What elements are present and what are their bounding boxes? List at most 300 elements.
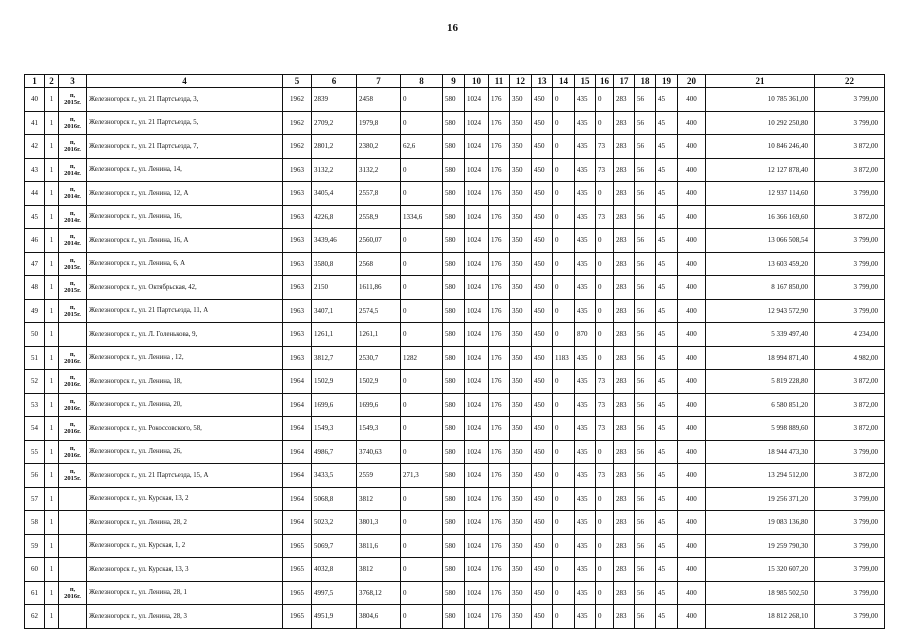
- table-cell-col-18: 56: [635, 511, 656, 535]
- table-cell-col-8: 0: [401, 370, 443, 394]
- table-cell-col-22: 3 799,00: [815, 440, 885, 464]
- table-cell-col-1: 47: [25, 252, 45, 276]
- table-cell-col-2: 1: [45, 229, 59, 253]
- table-cell-col-6: 4226,8: [312, 205, 357, 229]
- table-cell-col-20: 400: [678, 323, 706, 347]
- table-cell-col-16: 0: [596, 534, 614, 558]
- table-cell-col-21: 5 998 889,60: [706, 417, 815, 441]
- table-cell-col-9: 580: [443, 440, 465, 464]
- column-header-15: 15: [575, 75, 596, 88]
- table-cell-col-2: 1: [45, 511, 59, 535]
- table-body: [25, 88, 885, 629]
- table-cell-col-13: 450: [532, 464, 553, 488]
- table-cell-col-13: 450: [532, 229, 553, 253]
- table-cell-col-1: 41: [25, 111, 45, 135]
- table-cell-col-14: 0: [553, 417, 575, 441]
- table-cell-col-9: 580: [443, 464, 465, 488]
- table-cell-col-22: 3 872,00: [815, 135, 885, 159]
- column-header-8: 8: [401, 75, 443, 88]
- column-header-20: 20: [678, 75, 706, 88]
- table-cell-col-1: 53: [25, 393, 45, 417]
- table-cell-col-6: 1261,1: [312, 323, 357, 347]
- table-cell-col-2: 1: [45, 252, 59, 276]
- table-cell-col-7: 2574,5: [357, 299, 401, 323]
- table-cell-col-17: 283: [614, 440, 635, 464]
- table-cell-col-9: 580: [443, 511, 465, 535]
- table-cell-col-6: 4951,9: [312, 605, 357, 629]
- table-cell-col-16: 73: [596, 393, 614, 417]
- table-cell-col-5: 1965: [283, 581, 312, 605]
- table-cell-col-14: 0: [553, 276, 575, 300]
- table-cell-col-11: 176: [489, 252, 510, 276]
- table-cell-col-12: 350: [510, 581, 532, 605]
- table-cell-col-12: 350: [510, 393, 532, 417]
- table-cell-col-5: 1964: [283, 370, 312, 394]
- table-cell-col-11: 176: [489, 370, 510, 394]
- table-cell-col-2: 1: [45, 299, 59, 323]
- table-row: [25, 205, 885, 229]
- table-cell-col-17: 283: [614, 534, 635, 558]
- table-cell-col-19: 45: [656, 417, 678, 441]
- table-cell-col-16: 0: [596, 182, 614, 206]
- table-cell-col-3: п, 2014г.: [59, 182, 87, 206]
- table-cell-col-20: 400: [678, 487, 706, 511]
- table-cell-col-18: 56: [635, 276, 656, 300]
- table-cell-col-14: 0: [553, 581, 575, 605]
- column-header-16: 16: [596, 75, 614, 88]
- table-cell-col-14: 0: [553, 440, 575, 464]
- table-cell-col-19: 45: [656, 276, 678, 300]
- table-cell-col-15: 435: [575, 182, 596, 206]
- table-cell-col-10: 1024: [465, 487, 489, 511]
- table-cell-col-1: 48: [25, 276, 45, 300]
- table-cell-col-21: 18 994 871,40: [706, 346, 815, 370]
- table-cell-col-22: 3 799,00: [815, 605, 885, 629]
- table-cell-col-6: 4997,5: [312, 581, 357, 605]
- table-cell-col-21: 12 127 878,40: [706, 158, 815, 182]
- column-header-12: 12: [510, 75, 532, 88]
- table-cell-col-5: 1963: [283, 229, 312, 253]
- table-cell-col-14: 0: [553, 299, 575, 323]
- table-cell-col-7: 1549,3: [357, 417, 401, 441]
- column-header-4: 4: [87, 75, 283, 88]
- table-cell-col-13: 450: [532, 252, 553, 276]
- table-cell-col-5: 1965: [283, 605, 312, 629]
- column-header-17: 17: [614, 75, 635, 88]
- table-cell-col-14: 0: [553, 370, 575, 394]
- table-cell-col-20: 400: [678, 346, 706, 370]
- table-cell-col-14: 0: [553, 135, 575, 159]
- table-cell-col-20: 400: [678, 558, 706, 582]
- table-cell-col-20: 400: [678, 464, 706, 488]
- table-cell-col-17: 283: [614, 158, 635, 182]
- table-cell-col-19: 45: [656, 346, 678, 370]
- table-cell-col-9: 580: [443, 88, 465, 112]
- table-cell-col-11: 176: [489, 323, 510, 347]
- table-cell-col-18: 56: [635, 605, 656, 629]
- table-cell-col-22: 3 872,00: [815, 464, 885, 488]
- table-row: [25, 370, 885, 394]
- table-cell-col-16: 0: [596, 440, 614, 464]
- table-cell-col-17: 283: [614, 88, 635, 112]
- table-cell-col-18: 56: [635, 158, 656, 182]
- table-row: [25, 346, 885, 370]
- table-cell-col-18: 56: [635, 417, 656, 441]
- table-cell-col-2: 1: [45, 417, 59, 441]
- table-cell-col-8: 0: [401, 88, 443, 112]
- table-cell-col-9: 580: [443, 487, 465, 511]
- table-cell-col-13: 450: [532, 323, 553, 347]
- table-cell-col-1: 56: [25, 464, 45, 488]
- table-cell-col-5: 1964: [283, 464, 312, 488]
- table-cell-col-16: 0: [596, 581, 614, 605]
- table-row: [25, 558, 885, 582]
- table-cell-col-20: 400: [678, 252, 706, 276]
- table-cell-col-7: 3801,3: [357, 511, 401, 535]
- table-cell-col-6: 2150: [312, 276, 357, 300]
- table-cell-col-4: Железногорск г., ул. Рокоссовского, 58,: [87, 417, 283, 441]
- table-cell-col-17: 283: [614, 182, 635, 206]
- table-cell-col-8: 0: [401, 229, 443, 253]
- table-cell-col-19: 45: [656, 182, 678, 206]
- table-cell-col-1: 51: [25, 346, 45, 370]
- table-cell-col-19: 45: [656, 487, 678, 511]
- table-cell-col-21: 19 083 136,80: [706, 511, 815, 535]
- table-cell-col-13: 450: [532, 346, 553, 370]
- table-cell-col-3: п, 2016г.: [59, 393, 87, 417]
- column-header-3: 3: [59, 75, 87, 88]
- table-cell-col-9: 580: [443, 581, 465, 605]
- table-cell-col-7: 1979,8: [357, 111, 401, 135]
- table-cell-col-19: 45: [656, 511, 678, 535]
- column-header-11: 11: [489, 75, 510, 88]
- table-cell-col-22: 3 799,00: [815, 252, 885, 276]
- table-cell-col-4: Железногорск г., ул. Курская, 13, 3: [87, 558, 283, 582]
- table-cell-col-6: 4032,8: [312, 558, 357, 582]
- table-cell-col-8: 0: [401, 417, 443, 441]
- table-cell-col-18: 56: [635, 229, 656, 253]
- table-cell-col-8: 0: [401, 111, 443, 135]
- table-cell-col-5: 1964: [283, 393, 312, 417]
- table-cell-col-9: 580: [443, 158, 465, 182]
- page-number: 16: [447, 22, 458, 34]
- table-cell-col-8: 62,6: [401, 135, 443, 159]
- table-cell-col-14: 0: [553, 464, 575, 488]
- table-cell-col-19: 45: [656, 464, 678, 488]
- table-cell-col-10: 1024: [465, 229, 489, 253]
- table-cell-col-20: 400: [678, 88, 706, 112]
- table-cell-col-20: 400: [678, 299, 706, 323]
- table-cell-col-21: 12 943 572,90: [706, 299, 815, 323]
- table-cell-col-2: 1: [45, 111, 59, 135]
- table-cell-col-10: 1024: [465, 182, 489, 206]
- table-cell-col-21: 10 846 246,40: [706, 135, 815, 159]
- table-cell-col-10: 1024: [465, 205, 489, 229]
- table-cell-col-6: 1699,6: [312, 393, 357, 417]
- table-cell-col-22: 3 872,00: [815, 370, 885, 394]
- table-cell-col-14: 0: [553, 158, 575, 182]
- table-cell-col-8: 0: [401, 534, 443, 558]
- table-cell-col-9: 580: [443, 276, 465, 300]
- table-cell-col-13: 450: [532, 88, 553, 112]
- table-row: [25, 229, 885, 253]
- table-cell-col-7: 2458: [357, 88, 401, 112]
- data-table: [24, 74, 885, 629]
- table-cell-col-11: 176: [489, 276, 510, 300]
- table-cell-col-16: 0: [596, 558, 614, 582]
- table-cell-col-6: 1549,3: [312, 417, 357, 441]
- table-cell-col-8: 1334,6: [401, 205, 443, 229]
- table-cell-col-6: 3132,2: [312, 158, 357, 182]
- table-cell-col-17: 283: [614, 393, 635, 417]
- table-cell-col-9: 580: [443, 534, 465, 558]
- table-cell-col-5: 1963: [283, 276, 312, 300]
- table-cell-col-13: 450: [532, 440, 553, 464]
- table-cell-col-15: 435: [575, 370, 596, 394]
- table-cell-col-20: 400: [678, 111, 706, 135]
- table-cell-col-8: 271,3: [401, 464, 443, 488]
- table-cell-col-21: 10 785 361,00: [706, 88, 815, 112]
- table-cell-col-17: 283: [614, 464, 635, 488]
- table-cell-col-11: 176: [489, 135, 510, 159]
- table-cell-col-16: 0: [596, 346, 614, 370]
- table-cell-col-15: 435: [575, 534, 596, 558]
- table-cell-col-1: 62: [25, 605, 45, 629]
- table-row: [25, 276, 885, 300]
- table-cell-col-15: 435: [575, 276, 596, 300]
- table-cell-col-13: 450: [532, 558, 553, 582]
- table-cell-col-7: 3811,6: [357, 534, 401, 558]
- table-cell-col-3: п, 2014г.: [59, 205, 87, 229]
- table-cell-col-3: п, 2014г.: [59, 229, 87, 253]
- table-cell-col-3: п, 2015г.: [59, 299, 87, 323]
- table-cell-col-16: 0: [596, 323, 614, 347]
- table-cell-col-7: 1261,1: [357, 323, 401, 347]
- table-cell-col-18: 56: [635, 487, 656, 511]
- table-cell-col-15: 435: [575, 558, 596, 582]
- table-cell-col-7: 2530,7: [357, 346, 401, 370]
- table-cell-col-3: п, 2016г.: [59, 440, 87, 464]
- table-cell-col-16: 73: [596, 158, 614, 182]
- table-cell-col-22: 3 799,00: [815, 511, 885, 535]
- table-cell-col-2: 1: [45, 487, 59, 511]
- table-cell-col-17: 283: [614, 252, 635, 276]
- table-cell-col-21: 16 366 169,60: [706, 205, 815, 229]
- table-cell-col-11: 176: [489, 534, 510, 558]
- table-cell-col-10: 1024: [465, 581, 489, 605]
- table-cell-col-16: 0: [596, 605, 614, 629]
- table-row: [25, 135, 885, 159]
- table-cell-col-10: 1024: [465, 135, 489, 159]
- table-cell-col-10: 1024: [465, 440, 489, 464]
- table-cell-col-6: 2801,2: [312, 135, 357, 159]
- table-cell-col-22: 3 872,00: [815, 417, 885, 441]
- table-cell-col-20: 400: [678, 370, 706, 394]
- table-cell-col-17: 283: [614, 370, 635, 394]
- table-cell-col-15: 435: [575, 111, 596, 135]
- table-cell-col-16: 0: [596, 88, 614, 112]
- table-cell-col-4: Железногорск г., ул. Ленина, 28, 1: [87, 581, 283, 605]
- table-cell-col-10: 1024: [465, 370, 489, 394]
- table-cell-col-2: 1: [45, 464, 59, 488]
- table-cell-col-3: п, 2016г.: [59, 135, 87, 159]
- table-cell-col-21: 8 167 850,00: [706, 276, 815, 300]
- table-cell-col-12: 350: [510, 323, 532, 347]
- table-cell-col-8: 1282: [401, 346, 443, 370]
- table-cell-col-12: 350: [510, 370, 532, 394]
- table-cell-col-2: 1: [45, 205, 59, 229]
- table-cell-col-18: 56: [635, 581, 656, 605]
- table-cell-col-5: 1962: [283, 135, 312, 159]
- table-cell-col-5: 1963: [283, 158, 312, 182]
- table-cell-col-20: 400: [678, 135, 706, 159]
- table-cell-col-6: 5069,7: [312, 534, 357, 558]
- table-cell-col-9: 580: [443, 370, 465, 394]
- table-cell-col-12: 350: [510, 417, 532, 441]
- table-cell-col-16: 73: [596, 205, 614, 229]
- table-cell-col-21: 18 944 473,30: [706, 440, 815, 464]
- table-row: [25, 417, 885, 441]
- table-cell-col-4: Железногорск г., ул. Ленина, 26,: [87, 440, 283, 464]
- table-cell-col-8: 0: [401, 511, 443, 535]
- table-cell-col-15: 435: [575, 299, 596, 323]
- table-cell-col-15: 435: [575, 511, 596, 535]
- table-cell-col-8: 0: [401, 605, 443, 629]
- table-cell-col-18: 56: [635, 111, 656, 135]
- table-cell-col-11: 176: [489, 487, 510, 511]
- table-cell-col-1: 61: [25, 581, 45, 605]
- table-cell-col-13: 450: [532, 158, 553, 182]
- table-cell-col-3: [59, 487, 87, 511]
- table-cell-col-21: 13 603 459,20: [706, 252, 815, 276]
- table-cell-col-4: Железногорск г., ул. Ленина, 28, 3: [87, 605, 283, 629]
- table-cell-col-10: 1024: [465, 252, 489, 276]
- table-cell-col-17: 283: [614, 205, 635, 229]
- table-cell-col-2: 1: [45, 393, 59, 417]
- table-cell-col-9: 580: [443, 252, 465, 276]
- table-cell-col-2: 1: [45, 88, 59, 112]
- table-cell-col-15: 870: [575, 323, 596, 347]
- table-cell-col-15: 435: [575, 88, 596, 112]
- table-cell-col-3: п, 2015г.: [59, 252, 87, 276]
- table-cell-col-4: Железногорск г., ул. Ленина, 12, А: [87, 182, 283, 206]
- table-cell-col-13: 450: [532, 605, 553, 629]
- table-cell-col-13: 450: [532, 417, 553, 441]
- table-cell-col-11: 176: [489, 182, 510, 206]
- table-cell-col-13: 450: [532, 511, 553, 535]
- table-cell-col-10: 1024: [465, 605, 489, 629]
- table-cell-col-19: 45: [656, 205, 678, 229]
- table-cell-col-8: 0: [401, 182, 443, 206]
- table-cell-col-7: 1502,9: [357, 370, 401, 394]
- table-cell-col-1: 59: [25, 534, 45, 558]
- table-row: [25, 464, 885, 488]
- table-cell-col-14: 0: [553, 487, 575, 511]
- table-cell-col-6: 2839: [312, 88, 357, 112]
- table-cell-col-19: 45: [656, 252, 678, 276]
- table-cell-col-19: 45: [656, 299, 678, 323]
- table-cell-col-1: 40: [25, 88, 45, 112]
- table-cell-col-4: Железногорск г., ул. Курская, 13, 2: [87, 487, 283, 511]
- table-cell-col-7: 2558,9: [357, 205, 401, 229]
- table-cell-col-3: п, 2016г.: [59, 581, 87, 605]
- table-cell-col-16: 0: [596, 229, 614, 253]
- table-cell-col-7: 1699,6: [357, 393, 401, 417]
- table-cell-col-6: 3433,5: [312, 464, 357, 488]
- table-cell-col-3: [59, 323, 87, 347]
- table-cell-col-17: 283: [614, 487, 635, 511]
- table-cell-col-20: 400: [678, 511, 706, 535]
- column-header-9: 9: [443, 75, 465, 88]
- table-cell-col-20: 400: [678, 158, 706, 182]
- table-cell-col-18: 56: [635, 393, 656, 417]
- table-cell-col-15: 435: [575, 346, 596, 370]
- table-cell-col-2: 1: [45, 158, 59, 182]
- table-cell-col-8: 0: [401, 276, 443, 300]
- table-cell-col-9: 580: [443, 417, 465, 441]
- table-cell-col-19: 45: [656, 534, 678, 558]
- table-cell-col-8: 0: [401, 158, 443, 182]
- table-cell-col-22: 3 872,00: [815, 205, 885, 229]
- table-cell-col-7: 3812: [357, 487, 401, 511]
- table-cell-col-9: 580: [443, 182, 465, 206]
- table-cell-col-18: 56: [635, 299, 656, 323]
- table-cell-col-9: 580: [443, 135, 465, 159]
- column-header-6: 6: [312, 75, 357, 88]
- table-cell-col-3: [59, 605, 87, 629]
- table-cell-col-14: 0: [553, 558, 575, 582]
- table-cell-col-11: 176: [489, 417, 510, 441]
- table-cell-col-12: 350: [510, 158, 532, 182]
- table-cell-col-12: 350: [510, 276, 532, 300]
- table-cell-col-22: 3 799,00: [815, 111, 885, 135]
- table-cell-col-18: 56: [635, 558, 656, 582]
- table-cell-col-15: 435: [575, 252, 596, 276]
- table-cell-col-2: 1: [45, 440, 59, 464]
- table-cell-col-9: 580: [443, 323, 465, 347]
- table-cell-col-12: 350: [510, 605, 532, 629]
- table-cell-col-18: 56: [635, 182, 656, 206]
- table-cell-col-12: 350: [510, 440, 532, 464]
- column-header-5: 5: [283, 75, 312, 88]
- table-cell-col-17: 283: [614, 511, 635, 535]
- table-cell-col-11: 176: [489, 511, 510, 535]
- table-cell-col-5: 1962: [283, 111, 312, 135]
- table-cell-col-13: 450: [532, 111, 553, 135]
- table-cell-col-22: 3 799,00: [815, 558, 885, 582]
- table-cell-col-8: 0: [401, 299, 443, 323]
- table-row: [25, 88, 885, 112]
- table-cell-col-1: 42: [25, 135, 45, 159]
- table-cell-col-4: Железногорск г., ул. Ленина, 16,: [87, 205, 283, 229]
- table-cell-col-20: 400: [678, 205, 706, 229]
- table-cell-col-2: 1: [45, 581, 59, 605]
- table-cell-col-17: 283: [614, 299, 635, 323]
- table-cell-col-4: Железногорск г., ул. Ленина, 18,: [87, 370, 283, 394]
- table-cell-col-20: 400: [678, 182, 706, 206]
- table-cell-col-6: 3812,7: [312, 346, 357, 370]
- table-cell-col-1: 57: [25, 487, 45, 511]
- table-cell-col-20: 400: [678, 581, 706, 605]
- table-cell-col-3: п, 2016г.: [59, 370, 87, 394]
- table-cell-col-10: 1024: [465, 88, 489, 112]
- table-row: [25, 182, 885, 206]
- table-cell-col-2: 1: [45, 534, 59, 558]
- table-cell-col-15: 435: [575, 229, 596, 253]
- table-cell-col-6: 5023,2: [312, 511, 357, 535]
- table-cell-col-5: 1963: [283, 323, 312, 347]
- table-cell-col-12: 350: [510, 464, 532, 488]
